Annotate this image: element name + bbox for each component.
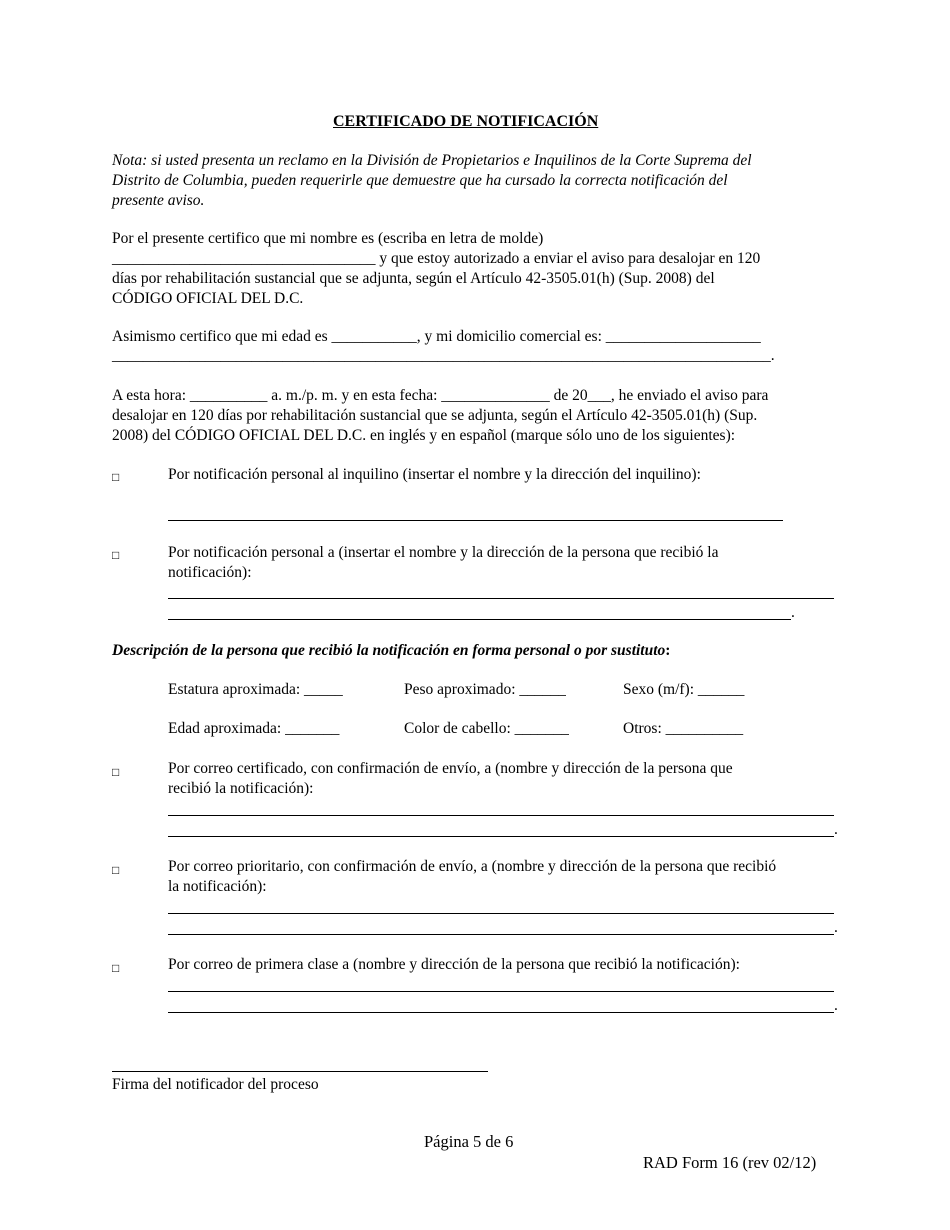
certified-mail-blank-line-1[interactable] — [168, 815, 834, 816]
option-personal-tenant-label: Por notificación personal al inquilino (insertar el nombre y la dirección del inquilino): — [168, 466, 701, 483]
option-certified-mail-label-2: recibió la notificación): — [168, 780, 314, 797]
note-line-2: Distrito de Columbia, pueden requerirle que demuestre que ha cursado la correcta notificación del — [112, 172, 728, 189]
priority-mail-period: . — [834, 919, 838, 936]
service-time-line-2: desalojar en 120 días por rehabilitación sustancial que se adjunta, según el Artículo 42-3505.01(h) (Sup. — [112, 407, 758, 424]
option-certified-mail-label-1: Por correo certificado, con confirmación de envío, a (nombre y dirección de la persona que — [168, 760, 733, 777]
personal-tenant-blank-line[interactable] — [168, 520, 783, 521]
height-field[interactable]: Estatura aproximada: _____ — [168, 681, 343, 698]
priority-mail-blank-line-2[interactable] — [168, 934, 834, 935]
hair-color-field[interactable]: Color de cabello: _______ — [404, 720, 569, 737]
signature-label: Firma del notificador del proceso — [112, 1076, 319, 1093]
checkbox-personal-other[interactable]: □ — [112, 548, 120, 562]
name-certification-line-2: __________________________________ y que estoy autorizado a enviar el aviso para desalojar en 120 — [112, 250, 761, 267]
signature-line[interactable] — [112, 1071, 488, 1072]
service-time-line-1: A esta hora: __________ a. m./p. m. y en esta fecha: ______________ de 20___, he enviado el aviso para — [112, 387, 769, 404]
certified-mail-period: . — [834, 821, 838, 838]
description-heading — [112, 642, 670, 660]
personal-other-blank-line-1[interactable] — [168, 598, 834, 599]
option-personal-other-label-1: Por notificación personal a (insertar el nombre y la dirección de la persona que recibió la — [168, 544, 719, 561]
note-line-3: presente aviso. — [112, 192, 205, 209]
age-address-line-2: _____________________________________________________________________________________. — [112, 347, 775, 364]
note-line-1: Nota: si usted presenta un reclamo en la División de Propietarios e Inquilinos de la Corte Suprema del — [112, 152, 752, 169]
page-number: Página 5 de 6 — [424, 1132, 514, 1151]
name-certification-line-4: CÓDIGO OFICIAL DEL D.C. — [112, 290, 304, 307]
other-field[interactable]: Otros: __________ — [623, 720, 744, 737]
name-certification-line-3: días por rehabilitación sustancial que se adjunta, según el Artículo 42-3505.01(h) (Sup. 2008) del — [112, 270, 715, 287]
personal-other-period: . — [791, 604, 795, 621]
sex-field[interactable]: Sexo (m/f): ______ — [623, 681, 745, 698]
checkbox-first-class-mail[interactable]: □ — [112, 961, 120, 975]
description-heading-colon: : — [665, 642, 671, 659]
age-address-line-1: Asimismo certifico que mi edad es ___________, y mi domicilio comercial es: ____________________ — [112, 328, 761, 345]
checkbox-personal-tenant[interactable]: □ — [112, 470, 120, 484]
option-priority-mail-label-2: la notificación): — [168, 878, 267, 895]
service-time-line-3: 2008) del CÓDIGO OFICIAL DEL D.C. en inglés y en español (marque sólo uno de los siguientes): — [112, 427, 736, 444]
first-class-mail-blank-line-2[interactable] — [168, 1012, 834, 1013]
option-personal-other-label-2: notificación): — [168, 564, 252, 581]
certified-mail-blank-line-2[interactable] — [168, 836, 834, 837]
personal-other-blank-line-2[interactable] — [168, 619, 791, 620]
checkbox-priority-mail[interactable]: □ — [112, 863, 120, 877]
description-heading-text: Descripción de la persona que recibió la notificación en forma personal o por sustituto — [112, 642, 666, 659]
name-certification-line-1: Por el presente certifico que mi nombre es (escriba en letra de molde) — [112, 230, 544, 247]
weight-field[interactable]: Peso aproximado: ______ — [404, 681, 566, 698]
form-id: RAD Form 16 (rev 02/12) — [643, 1153, 817, 1172]
option-priority-mail-label-1: Por correo prioritario, con confirmación de envío, a (nombre y dirección de la persona que recibió — [168, 858, 777, 875]
document-title: CERTIFICADO DE NOTIFICACIÓN — [333, 113, 599, 130]
first-class-mail-blank-line-1[interactable] — [168, 991, 834, 992]
priority-mail-blank-line-1[interactable] — [168, 913, 834, 914]
option-first-class-mail-label: Por correo de primera clase a (nombre y dirección de la persona que recibió la notificación): — [168, 956, 740, 973]
checkbox-certified-mail[interactable]: □ — [112, 765, 120, 779]
age-field[interactable]: Edad aproximada: _______ — [168, 720, 340, 737]
first-class-mail-period: . — [834, 997, 838, 1014]
